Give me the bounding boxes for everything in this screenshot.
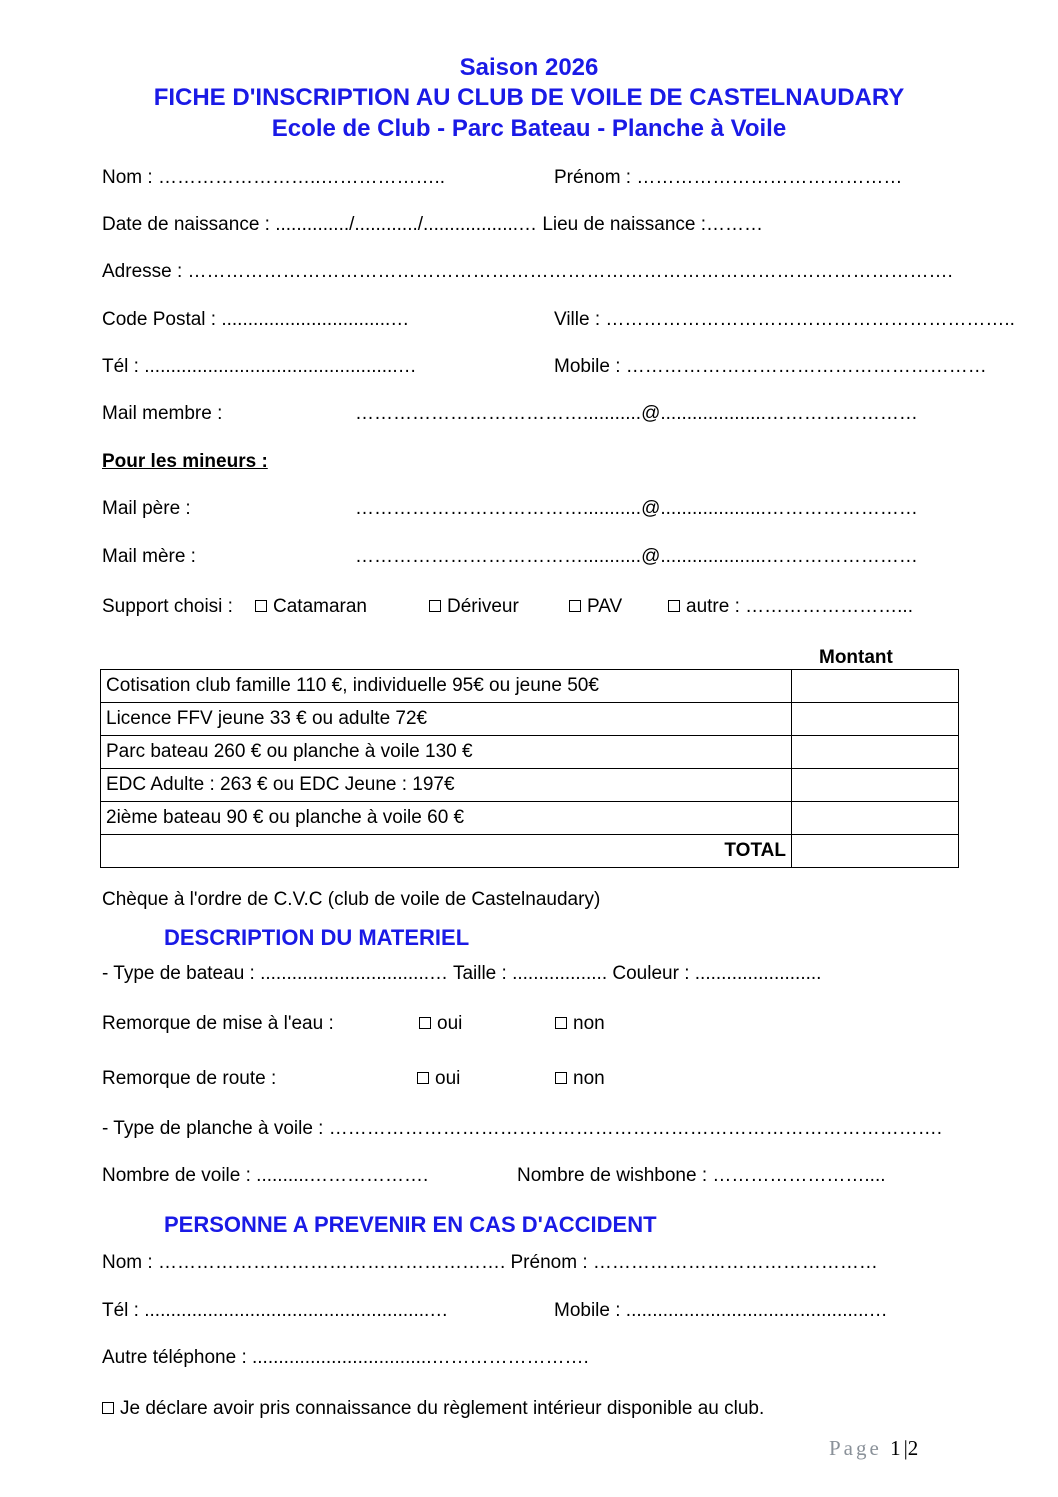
fee-amount-cell[interactable] <box>792 802 959 835</box>
adresse-field[interactable]: Adresse : …………………………………………………………………………………………………………. <box>102 261 953 282</box>
fee-description: Parc bateau 260 € ou planche à voile 130 € <box>101 736 792 769</box>
remorque-route-oui[interactable]: oui <box>417 1068 460 1090</box>
checkbox-icon[interactable] <box>668 600 680 612</box>
prenom-field[interactable]: Prénom : …………………………………… <box>554 167 903 188</box>
checkbox-icon[interactable] <box>255 600 267 612</box>
table-row <box>101 769 959 802</box>
mail-mere-label: Mail mère : <box>102 546 196 567</box>
table-row <box>101 736 959 769</box>
total-row <box>101 835 959 868</box>
ville-field[interactable]: Ville : ……………………………………………………….. <box>554 309 1015 330</box>
fee-description: Cotisation club famille 110 €, individuelle 95€ ou jeune 50€ <box>101 670 792 703</box>
mail-pere-label: Mail père : <box>102 498 191 519</box>
tel-field[interactable]: Tél : ................................................… <box>102 356 417 377</box>
support-autre[interactable]: autre : ……………………... <box>668 596 913 618</box>
support-pav[interactable]: PAV <box>569 596 622 618</box>
fee-description: Licence FFV jeune 33 € ou adulte 72€ <box>101 703 792 736</box>
checkbox-icon[interactable] <box>555 1072 567 1084</box>
amount-header: Montant <box>819 647 893 668</box>
fee-amount-cell[interactable] <box>792 670 959 703</box>
minors-heading: Pour les mineurs : <box>102 451 268 472</box>
support-label: Support choisi : <box>102 596 233 617</box>
emergency-tel-field[interactable]: Tél : ......................................................… <box>102 1300 449 1321</box>
checkbox-icon[interactable] <box>429 600 441 612</box>
cheque-note: Chèque à l'ordre de C.V.C (club de voile de Castelnaudary) <box>102 889 601 910</box>
checkbox-icon[interactable] <box>419 1017 431 1029</box>
mail-mere-field[interactable]: ………………………………...........@....................…………………… <box>355 546 918 567</box>
declaration-checkbox[interactable]: Je déclare avoir pris connaissance du règlement intérieur disponible au club. <box>102 1398 764 1420</box>
fee-description: 2ième bateau 90 € ou planche à voile 60 € <box>101 802 792 835</box>
checkbox-icon[interactable] <box>102 1402 114 1414</box>
fee-description: EDC Adulte : 263 € ou EDC Jeune : 197€ <box>101 769 792 802</box>
fee-amount-cell[interactable] <box>792 736 959 769</box>
mail-membre-field[interactable]: ………………………………...........@....................…………………… <box>355 403 918 424</box>
form-subtitle: Ecole de Club - Parc Bateau - Planche à Voile <box>271 115 787 142</box>
support-catamaran[interactable]: Catamaran <box>255 596 367 618</box>
total-label: TOTAL <box>101 835 792 868</box>
support-deriveur[interactable]: Dériveur <box>429 596 519 618</box>
remorque-route-label: Remorque de route : <box>102 1068 277 1089</box>
table-row <box>101 670 959 703</box>
fee-amount-cell[interactable] <box>792 703 959 736</box>
nombre-wishbone-field[interactable]: Nombre de wishbone : …………………….... <box>517 1165 886 1186</box>
fee-amount-cell[interactable] <box>792 769 959 802</box>
remorque-route-non[interactable]: non <box>555 1068 605 1090</box>
code-postal-field[interactable]: Code Postal : ................................… <box>102 309 410 330</box>
total-amount-cell[interactable] <box>792 835 959 868</box>
form-title: FICHE D'INSCRIPTION AU CLUB DE VOILE DE CASTELNAUDARY <box>153 84 905 111</box>
page-number: Page 1|2 <box>829 1436 922 1460</box>
nombre-voile-field[interactable]: Nombre de voile : ..........………………. <box>102 1165 429 1186</box>
mail-pere-field[interactable]: ………………………………...........@....................…………………… <box>355 498 918 519</box>
type-planche-field[interactable]: - Type de planche à voile : ……………………………………………………………………………………. <box>102 1118 943 1139</box>
type-bateau-field[interactable]: - Type de bateau : ................................… Taille : .................. Couleur : ........................ <box>102 963 822 984</box>
checkbox-icon[interactable] <box>417 1072 429 1084</box>
materiel-heading: DESCRIPTION DU MATERIEL <box>164 925 470 950</box>
remorque-eau-label: Remorque de mise à l'eau : <box>102 1013 334 1034</box>
mobile-field[interactable]: Mobile : ………………………………………………… <box>554 356 987 377</box>
remorque-eau-oui[interactable]: oui <box>419 1013 462 1035</box>
remorque-eau-non[interactable]: non <box>555 1013 605 1035</box>
season-title: Saison 2026 <box>459 54 599 81</box>
emergency-nom-field[interactable]: Nom : ………………………………………………. Prénom : ……………………………………… <box>102 1252 878 1273</box>
table-row <box>101 703 959 736</box>
autre-telephone-field[interactable]: Autre téléphone : ..................................……………………. <box>102 1347 589 1368</box>
table-row <box>101 802 959 835</box>
emergency-heading: PERSONNE A PREVENIR EN CAS D'ACCIDENT <box>164 1212 657 1237</box>
nom-field[interactable]: Nom : ……………………..……………….. <box>102 167 446 188</box>
emergency-mobile-field[interactable]: Mobile : ..............................................… <box>554 1300 888 1321</box>
checkbox-icon[interactable] <box>555 1017 567 1029</box>
mail-membre-label: Mail membre : <box>102 403 223 424</box>
birth-field[interactable]: Date de naissance : ............../............/..................… Lieu de naissance :……… <box>102 214 764 235</box>
fees-table <box>100 669 959 868</box>
checkbox-icon[interactable] <box>569 600 581 612</box>
